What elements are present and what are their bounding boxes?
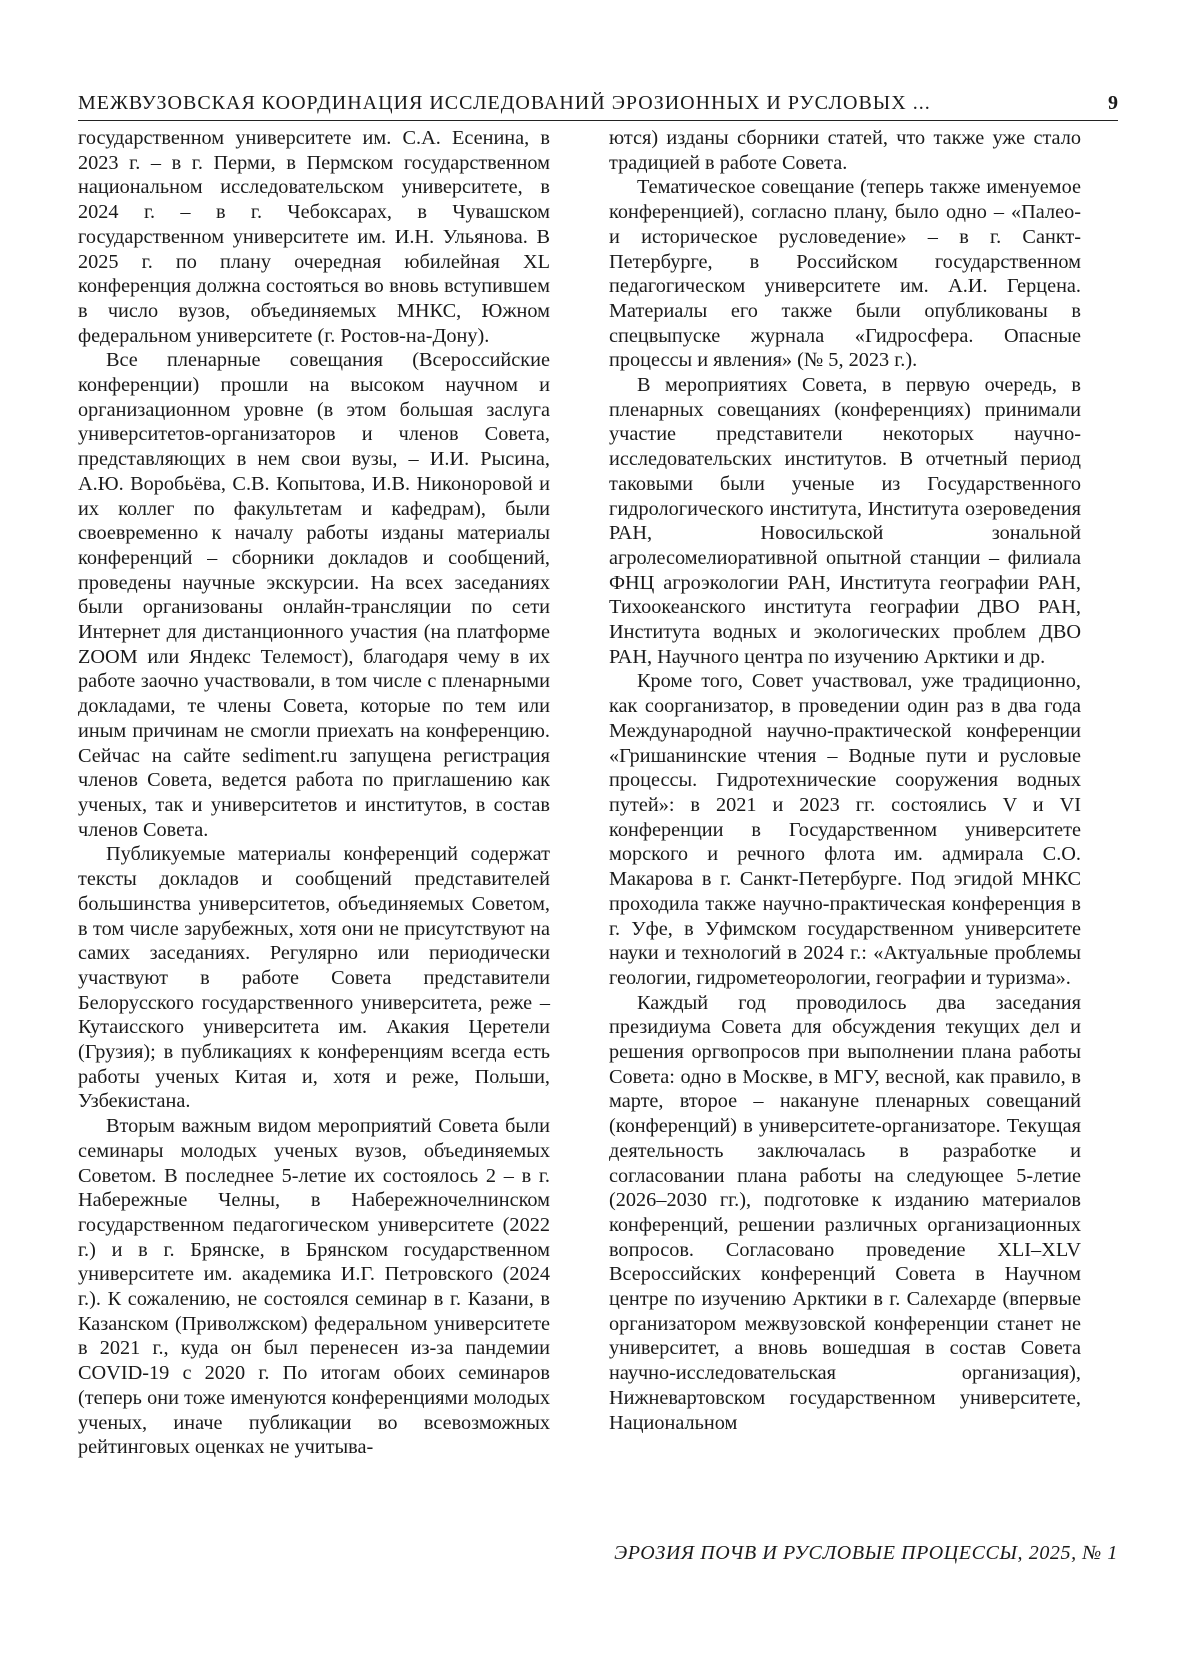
left-column (78, 126, 550, 1460)
paragraph: В мероприятиях Совета, в первую очередь, в пленарных совещаниях (конференциях) принимали участие представители некоторых научно-исследовательских институтов. В отчетный период таковыми были ученые из Государственного гидрологического института, Института озероведения РАН, Новосильской зональной агролесомелиоративной опытной станции – филиала ФНЦ агроэкологии РАН, Института географии РАН, Тихоокеанского института географии ДВО РАН, Института водных и экологических проблем ДВО РАН, Научного центра по изучению Арктики и др. (609, 374, 1081, 668)
paragraph: ются) изданы сборники статей, что также уже стало традицией в работе Совета. (609, 127, 1081, 174)
right-column (609, 126, 1081, 1435)
journal-footer: ЭРОЗИЯ ПОЧВ И РУСЛОВЫЕ ПРОЦЕССЫ, 2025, № 1 (614, 1542, 1118, 1564)
paragraph: Публикуемые материалы конференций содержат тексты докладов и сообщений представителей большинства университетов, объединяемых Советом, в том числе зарубежных, хотя они не присутствуют на самих заседаниях. Регулярно или периодически участвуют в работе Совета представители Белорусского государственного университета, реже – Кутаисского университета им. Акакия Церетели (Грузия); в публикациях к конференциям всегда есть работы ученых Китая и, хотя и реже, Польши, Узбекистана. (78, 843, 550, 1113)
page-number: 9 (1108, 92, 1118, 114)
paragraph: Каждый год проводилось два заседания президиума Совета для обсуждения текущих дел и решения оргвопросов при выполнении плана работы Совета: одно в Москве, в МГУ, весной, как правило, в марте, второе – накануне пленарных совещаний (конференций) в университете-организаторе. Текущая деятельность заключалась в разработке и согласовании плана работы на следующее 5-летие (2026–2030 гг.), подготовке к изданию материалов конференций, решении различных организационных вопросов. Согласовано проведение XLI–XLV Всероссийских конференций Совета в Научном центре по изучению Арктики в г. Салехарде (впервые организатором межвузовской конференции станет не университет, а вновь вошедшая в состав Совета научно-исследовательская организация), Нижневартовском государственном университете, Национальном (609, 991, 1081, 1434)
running-title: МЕЖВУЗОВСКАЯ КООРДИНАЦИЯ ИССЛЕДОВАНИЙ ЭРОЗИОННЫХ И РУСЛОВЫХ ... (78, 92, 931, 114)
page-header (78, 90, 1118, 121)
paragraph: Вторым важным видом мероприятий Совета были семинары молодых ученых вузов, объединяемых Советом. В последнее 5-летие их состоялось 2 – в г. Набережные Челны, в Набережночелнинском государственном педагогическом университете (2022 г.) и в г. Брянске, в Брянском государственном университете им. академика И.Г. Петровского (2024 г.). К сожалению, не состоялся семинар в г. Казани, в Казанском (Приволжском) федеральном университете в 2021 г., куда он был перенесен из-за пандемии COVID-19 с 2020 г. По итогам обоих семинаров (теперь они тоже именуются конференциями молодых ученых, иначе публикации во всевозможных рейтинговых оценках не учитыва- (78, 1115, 550, 1459)
paragraph: государственном университете им. С.А. Есенина, в 2023 г. – в г. Перми, в Пермском государственном национальном исследовательском университете, в 2024 г. – в г. Чебоксарах, в Чувашском государственном университете им. И.Н. Ульянова. В 2025 г. по плану очередная юбилейная XL конференция должна состояться во вновь вступившем в число вузов, объединяемых МНКС, Южном федеральном университете (г. Ростов-на-Дону). (78, 127, 550, 347)
paragraph: Все пленарные совещания (Всероссийские конференции) прошли на высоком научном и организационном уровне (в этом большая заслуга университетов-организаторов и членов Совета, представляющих в нем свои вузы, – И.И. Рысина, А.Ю. Воробьёва, С.В. Копытова, И.В. Никоноровой и их коллег по факультетам и кафедрам), были своевременно к началу работы изданы материалы конференций – сборники докладов и сообщений, проведены научные экскурсии. На всех заседаниях были организованы онлайн-трансляции по сети Интернет для дистанционного участия (на платформе ZOOM или Яндекс Телемост), благодаря чему в их работе заочно участвовали, в том числе с пленарными докладами, те члены Совета, которые по тем или иным причинам не смогли приехать на конференцию. Сейчас на сайте sediment.ru запущена регистрация членов Совета, ведется работа по приглашению как ученых, так и университетов и институтов, в состав членов Совета. (78, 349, 550, 841)
paragraph: Тематическое совещание (теперь также именуемое конференцией), согласно плану, было одно – «Палео- и историческое русловедение» – в г. Санкт-Петербурге, в Российском государственном педагогическом университете им. А.И. Герцена. Материалы его также были опубликованы в спецвыпуске журнала «Гидросфера. Опасные процессы и явления» (№ 5, 2023 г.). (609, 176, 1081, 372)
paragraph: Кроме того, Совет участвовал, уже традиционно, как соорганизатор, в проведении один раз в два года Международной научно-практической конференции «Гришанинские чтения – Водные пути и русловые процессы. Гидротехнические сооружения водных путей»: в 2021 и 2023 гг. состоялись V и VI конференции в Государственном университете морского и речного флота им. адмирала С.О. Макарова в г. Санкт-Петербурге. Под эгидой МНКС проходила также научно-практическая конференция в г. Уфе, в Уфимском государственном университете науки и технологий в 2024 г.: «Актуальные проблемы геологии, гидрометеорологии, географии и туризма». (609, 670, 1081, 989)
